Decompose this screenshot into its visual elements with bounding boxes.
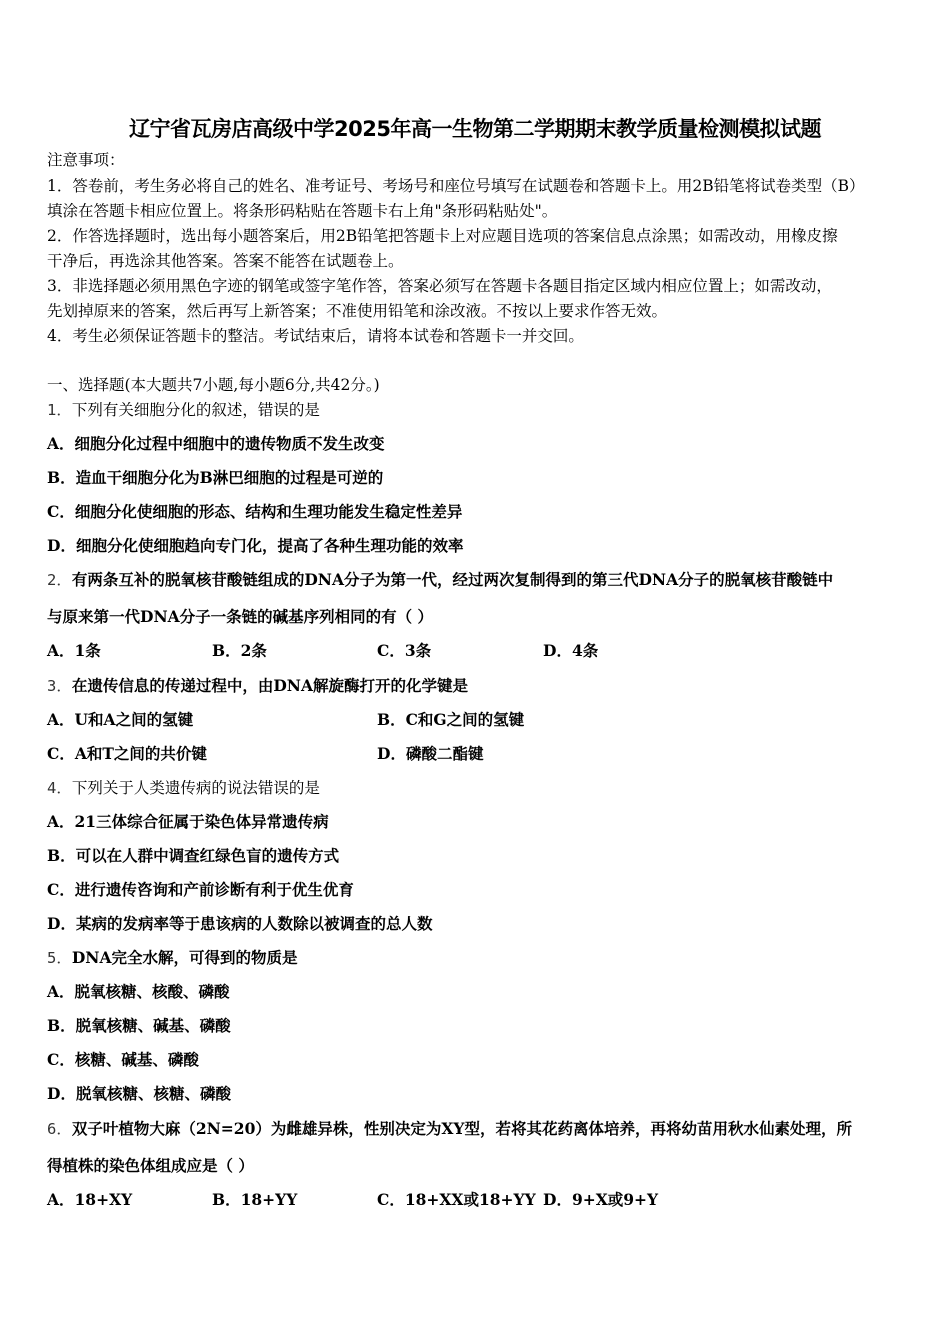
question-number: 6． bbox=[47, 1120, 72, 1138]
question-number: 5． bbox=[47, 949, 72, 967]
notice-line: 先划掉原来的答案，然后再写上新答案；不准使用铅笔和涂改液。不按以上要求作答无效。 bbox=[47, 302, 668, 320]
question-2 bbox=[47, 570, 833, 590]
option-a: A．脱氧核糖、核酸、磷酸 bbox=[47, 982, 230, 1001]
question-6 bbox=[47, 1119, 852, 1139]
notice-line: 干净后，再选涂其他答案。答案不能答在试题卷上。 bbox=[47, 252, 404, 270]
option-b: B．脱氧核糖、碱基、磷酸 bbox=[47, 1016, 231, 1035]
option-c: C．A和T之间的共价键 bbox=[47, 744, 207, 763]
question-stem-cont: 与原来第一代DNA分子一条链的碱基序列相同的有（ ） bbox=[47, 607, 434, 626]
section-heading: 一、选择题(本大题共7小题,每小题6分,共42分。) bbox=[47, 376, 380, 394]
option-a: A．细胞分化过程中细胞中的遗传物质不发生改变 bbox=[47, 434, 385, 453]
option-b: B．造血干细胞分化为B淋巴细胞的过程是可逆的 bbox=[47, 468, 384, 487]
option-d: D．脱氧核糖、核糖、磷酸 bbox=[47, 1084, 231, 1103]
question-stem: 在遗传信息的传递过程中，由DNA解旋酶打开的化学键是 bbox=[71, 676, 468, 695]
question-stem: 下列关于人类遗传病的说法错误的是 bbox=[71, 779, 320, 797]
question-number: 2． bbox=[47, 571, 72, 589]
option-d: D．9+X或9+Y bbox=[543, 1190, 659, 1209]
question-stem: 有两条互补的脱氧核苷酸链组成的DNA分子为第一代，经过两次复制得到的第三代DNA分子的脱氧核苷酸链中 bbox=[71, 570, 834, 589]
question-stem: DNA完全水解，可得到的物质是 bbox=[71, 948, 298, 967]
option-c: C．细胞分化使细胞的形态、结构和生理功能发生稳定性差异 bbox=[47, 502, 463, 521]
option-d: D．磷酸二酯键 bbox=[377, 744, 484, 763]
notice-line: 1．答卷前，考生务必将自己的姓名、准考证号、考场号和座位号填写在试题卷和答题卡上。用2B铅笔将试卷类型（B） bbox=[47, 177, 865, 195]
option-a: A．21三体综合征属于染色体异常遗传病 bbox=[47, 812, 329, 831]
option-d: D．细胞分化使细胞趋向专门化，提高了各种生理功能的效率 bbox=[47, 536, 464, 555]
question-number: 1． bbox=[47, 401, 72, 419]
question-1 bbox=[47, 400, 320, 420]
option-b: B．18+YY bbox=[212, 1190, 298, 1209]
notice-line: 3．非选择题必须用黑色字迹的钢笔或签字笔作答，答案必须写在答题卡各题目指定区域内相应位置上；如需改动， bbox=[47, 277, 832, 295]
option-a: A．U和A之间的氢键 bbox=[47, 710, 194, 729]
question-4 bbox=[47, 778, 320, 798]
question-number: 3． bbox=[47, 677, 72, 695]
question-stem: 双子叶植物大麻（2N=20）为雌雄异株，性别决定为XY型，若将其花药离体培养，再将幼苗用秋水仙素处理，所 bbox=[71, 1119, 852, 1138]
notice-line: 4．考生必须保证答题卡的整洁。考试结束后，请将本试卷和答题卡一并交回。 bbox=[47, 327, 584, 345]
notice-line: 填涂在答题卡相应位置上。将条形码粘贴在答题卡右上角"条形码粘贴处"。 bbox=[47, 202, 558, 220]
notice-heading: 注意事项： bbox=[47, 151, 125, 169]
option-c: C．18+XX或18+YY bbox=[377, 1190, 536, 1209]
page-title: 辽宁省瓦房店高级中学2025年高一生物第二学期期末教学质量检测模拟试题 bbox=[129, 117, 821, 141]
option-d: D．某病的发病率等于患该病的人数除以被调查的总人数 bbox=[47, 914, 433, 933]
option-a: A．18+XY bbox=[47, 1190, 133, 1209]
question-number: 4． bbox=[47, 779, 72, 797]
question-3 bbox=[47, 676, 468, 696]
question-stem-cont: 得植株的染色体组成应是（ ） bbox=[47, 1156, 254, 1175]
notice-line: 2．作答选择题时，选出每小题答案后，用2B铅笔把答题卡上对应题目选项的答案信息点涂黑；如需改动，用橡皮擦 bbox=[47, 227, 838, 245]
option-c: C．3条 bbox=[377, 641, 432, 660]
question-stem: 下列有关细胞分化的叙述，错误的是 bbox=[71, 401, 320, 419]
option-c: C．核糖、碱基、磷酸 bbox=[47, 1050, 199, 1069]
option-b: B．C和G之间的氢键 bbox=[377, 710, 525, 729]
question-5 bbox=[47, 948, 297, 968]
option-d: D．4条 bbox=[543, 641, 599, 660]
option-c: C．进行遗传咨询和产前诊断有利于优生优育 bbox=[47, 880, 354, 899]
option-b: B．可以在人群中调查红绿色盲的遗传方式 bbox=[47, 846, 340, 865]
option-b: B．2条 bbox=[212, 641, 267, 660]
option-a: A．1条 bbox=[47, 641, 101, 660]
